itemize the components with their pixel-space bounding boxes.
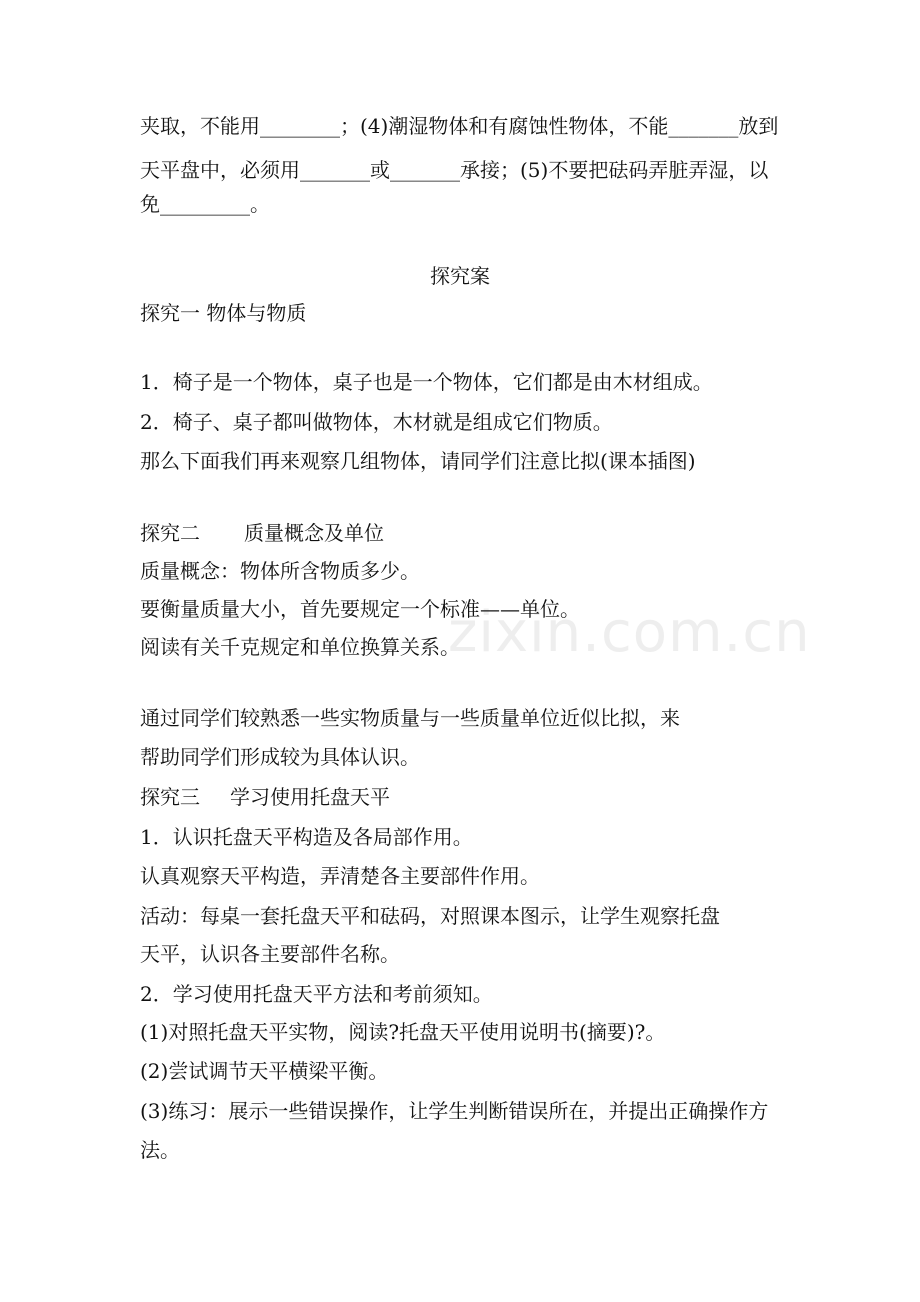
inquiry3-item: 2．学习使用托盘天平方法和考前须知。	[140, 982, 493, 1006]
inquiry3-item: (3)练习：展示一些错误操作，让学生判断错误所在，并提出正确操作方	[140, 1099, 769, 1123]
inquiry2-heading	[140, 521, 384, 545]
inquiry2-paragraph-line: 帮助同学们形成较为具体认识。	[140, 745, 420, 769]
inquiry1-item: 那么下面我们再来观察几组物体，请同学们注意比拟(课本插图)	[140, 449, 696, 473]
inquiry3-heading-label: 探究三	[140, 785, 200, 809]
text-line: 免_________。	[140, 192, 270, 216]
text-line: 天平盘中，必须用_______或_______承接；(5)不要把砝码弄脏弄湿，以	[140, 158, 769, 182]
inquiry3-item: (2)尝试调节天平横梁平衡。	[140, 1059, 389, 1083]
inquiry3-item: 法。	[140, 1138, 180, 1162]
inquiry3-item: (1)对照托盘天平实物，阅读?托盘天平使用说明书(摘要)?。	[140, 1020, 666, 1044]
section-title: 探究案	[430, 264, 490, 288]
inquiry2-paragraph-line: 通过同学们较熟悉一些实物质量与一些质量单位近似比拟，来	[140, 706, 680, 730]
watermark: zixin.com.cn	[448, 600, 811, 665]
inquiry2-item: 阅读有关千克规定和单位换算关系。	[140, 635, 460, 659]
inquiry3-item: 活动：每桌一套托盘天平和砝码，对照课本图示，让学生观察托盘	[140, 904, 720, 928]
inquiry2-heading-text: 质量概念及单位	[244, 521, 384, 545]
inquiry1-heading: 探究一 物体与物质	[140, 301, 307, 325]
inquiry2-item: 质量概念：物体所含物质多少。	[140, 559, 420, 583]
inquiry3-heading	[140, 785, 390, 809]
inquiry2-heading-label: 探究二	[140, 521, 200, 545]
inquiry1-item: 2．椅子、桌子都叫做物体，木材就是组成它们物质。	[140, 410, 613, 434]
inquiry1-item: 1．椅子是一个物体，桌子也是一个物体，它们都是由木材组成。	[140, 370, 713, 394]
inquiry3-item: 天平，认识各主要部件名称。	[140, 942, 400, 966]
inquiry3-heading-text: 学习使用托盘天平	[230, 785, 390, 809]
inquiry2-item: 要衡量质量大小，首先要规定一个标准——单位。	[140, 597, 580, 621]
inquiry3-item: 1．认识托盘天平构造及各局部作用。	[140, 825, 473, 849]
inquiry3-item: 认真观察天平构造，弄清楚各主要部件作用。	[140, 864, 540, 888]
text-line: 夹取，不能用________；(4)潮湿物体和有腐蚀性物体，不能_______放到	[140, 114, 779, 138]
